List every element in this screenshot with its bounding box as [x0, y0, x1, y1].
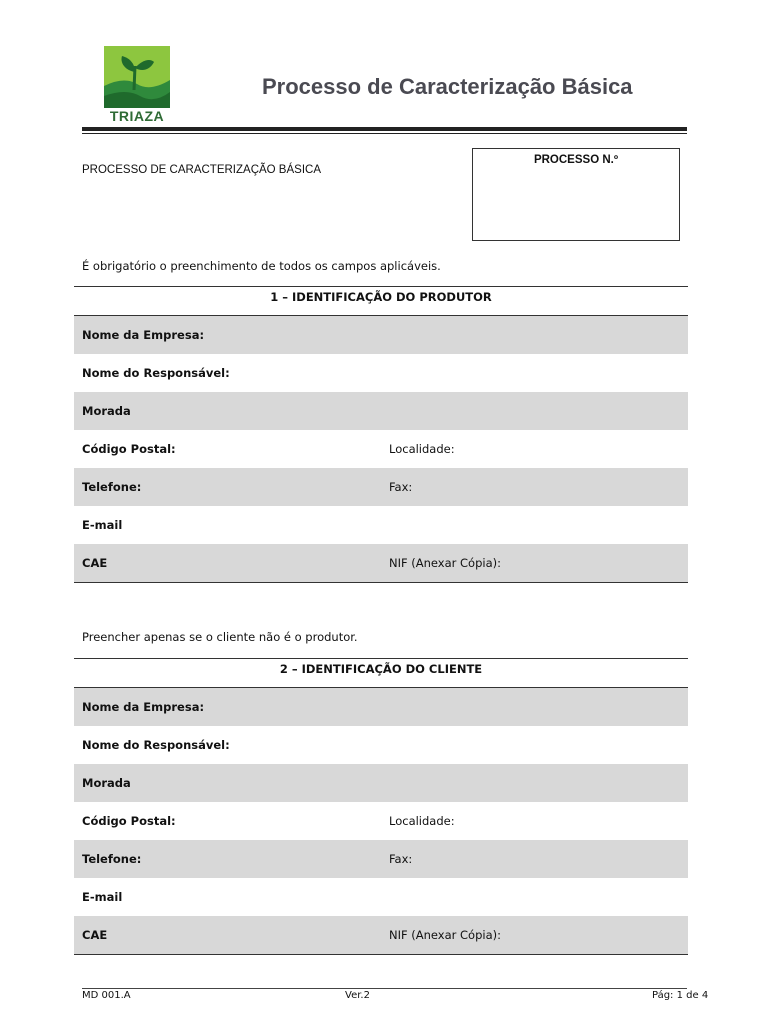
client-identification-section: [74, 658, 688, 955]
field-label: NIF (Anexar Cópia):: [389, 556, 501, 570]
field-label: Nome da Empresa:: [82, 328, 205, 342]
company-name-field[interactable]: [74, 688, 688, 726]
field-label: Morada: [82, 404, 131, 418]
address-field[interactable]: [74, 764, 688, 802]
processo-number-box[interactable]: [472, 148, 680, 241]
responsible-name-field[interactable]: [74, 354, 688, 392]
field-label: E-mail: [82, 518, 123, 532]
field-label: Nome do Responsável:: [82, 738, 230, 752]
header-divider-thin: [82, 133, 687, 134]
email-field[interactable]: [74, 878, 688, 916]
section-title: 2 – IDENTIFICAÇÃO DO CLIENTE: [74, 658, 688, 688]
field-label: Fax:: [389, 480, 413, 494]
field-label: Telefone:: [82, 852, 142, 866]
processo-number-label: PROCESSO N.º: [533, 154, 619, 166]
document-code: MD 001.A: [82, 990, 131, 1001]
field-label: Nome da Empresa:: [82, 700, 205, 714]
field-label: Código Postal:: [82, 442, 176, 456]
section-end-rule: [74, 582, 688, 583]
postal-code-locality-row[interactable]: [74, 802, 688, 840]
field-label: NIF (Anexar Cópia):: [389, 928, 501, 942]
triaza-logo: [104, 46, 170, 124]
field-label: Localidade:: [389, 814, 455, 828]
required-fields-note: É obrigatório o preenchimento de todos os campos aplicáveis.: [82, 259, 441, 273]
field-label: Nome do Responsável:: [82, 366, 230, 380]
leaf-sprout-icon: [104, 46, 170, 108]
address-field[interactable]: [74, 392, 688, 430]
cae-nif-row[interactable]: [74, 544, 688, 582]
cae-nif-row[interactable]: [74, 916, 688, 954]
phone-fax-row[interactable]: [74, 468, 688, 506]
section-title: 1 – IDENTIFICAÇÃO DO PRODUTOR: [74, 286, 688, 316]
field-label: Localidade:: [389, 442, 455, 456]
client-note: Preencher apenas se o cliente não é o produtor.: [82, 630, 358, 644]
postal-code-locality-row[interactable]: [74, 430, 688, 468]
logo-wordmark: TRIAZA: [109, 108, 165, 124]
field-label: CAE: [82, 556, 108, 570]
phone-fax-row[interactable]: [74, 840, 688, 878]
field-label: Código Postal:: [82, 814, 176, 828]
field-label: E-mail: [82, 890, 123, 904]
footer-divider: [82, 988, 687, 989]
document-version: Ver.2: [345, 990, 370, 1001]
document-title: Processo de Caracterização Básica: [262, 74, 633, 99]
section-end-rule: [74, 954, 688, 955]
field-label: Fax:: [389, 852, 413, 866]
company-name-field[interactable]: [74, 316, 688, 354]
page-number: Pág: 1 de 4: [652, 990, 709, 1001]
field-label: Morada: [82, 776, 131, 790]
producer-identification-section: [74, 286, 688, 583]
form-heading: PROCESSO DE CARACTERIZAÇÃO BÁSICA: [82, 164, 321, 176]
responsible-name-field[interactable]: [74, 726, 688, 764]
field-label: CAE: [82, 928, 108, 942]
header-divider: [82, 127, 687, 131]
email-field[interactable]: [74, 506, 688, 544]
field-label: Telefone:: [82, 480, 142, 494]
